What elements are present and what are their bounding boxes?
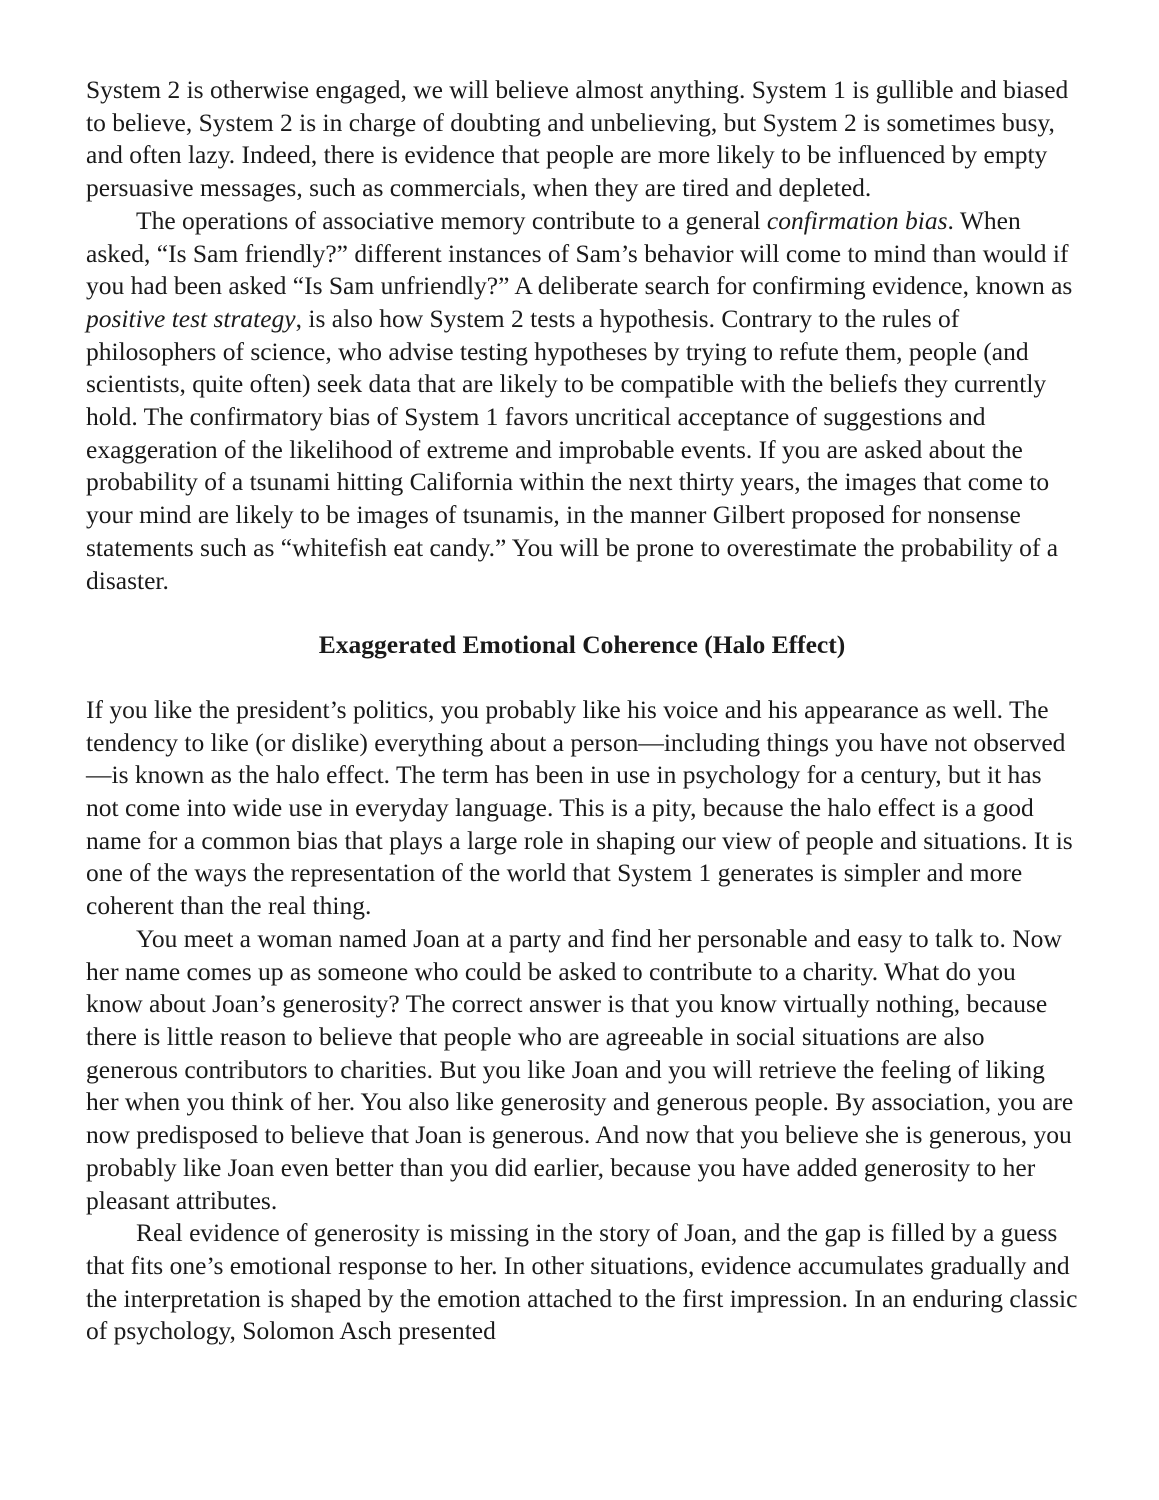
confirmation-text-start: The operations of associative memory contribute to a general	[136, 205, 767, 235]
paragraph-joan: You meet a woman named Joan at a party and find her personable and easy to talk to. Now her name comes up as someone who could be asked to contribute to a charity. What do you know about Joan’s generosity? The correct answer is that you know virtually nothing, because there is little reason to believe that people who are agreeable in social situations are also generous contributors to charities. But you like Joan and you will retrieve the feeling of liking her when you think of her. You also like generosity and generous people. By association, you are now predisposed to believe that Joan is generous. And now that you believe she is generous, you probably like Joan even better than you did earlier, because you have added generosity to her pleasant attributes.	[86, 923, 1074, 1215]
positive-test-strategy-term: positive test strategy	[86, 303, 296, 333]
paragraph-confirmation-bias	[86, 205, 1078, 597]
confirmation-text-middle: . When asked, “Is Sam friendly?” different instances of Sam’s behavior will come to mind than would if you had been asked “Is Sam unfriendly?” A deliberate search for confirming evidence, known as	[86, 205, 1073, 301]
paragraph-halo-effect: If you like the president’s politics, you probably like his voice and his appearance as well. The tendency to like (or dislike) everything about a person—including things you have not observed—is known as the halo effect. The term has been in use in psychology for a century, but it has not come into wide use in everyday language. This is a pity, because the halo effect is a good name for a common bias that plays a large role in shaping our view of people and situations. It is one of the ways the representation of the world that System 1 generates is simpler and more coherent than the real thing.	[86, 694, 1073, 921]
confirmation-text-end: , is also how System 2 tests a hypothesis. Contrary to the rules of philosophers of science, who advise testing hypotheses by trying to refute them, people (and scientists, quite often) seek data that are likely to be compatible with the beliefs they currently hold. The confirmatory bias of System 1 favors uncritical acceptance of suggestions and exaggeration of the likelihood of extreme and improbable events. If you are asked about the probability of a tsunami hitting California within the next thirty years, the images that come to your mind are likely to be images of tsunamis, in the manner Gilbert proposed for nonsense statements such as “whitefish eat candy.” You will be prone to overestimate the probability of a disaster.	[86, 303, 1059, 595]
paragraph-asch: Real evidence of generosity is missing in the story of Joan, and the gap is filled by a guess that fits one’s emotional response to her. In other situations, evidence accumulates gradually and the interpretation is shaped by the emotion attached to the first impression. In an enduring classic of psychology, Solomon Asch presented	[86, 1218, 1078, 1346]
paragraph-system2-gullible: System 2 is otherwise engaged, we will believe almost anything. System 1 is gullible and biased to believe, System 2 is in charge of doubting and unbelieving, but System 2 is sometimes busy, and often lazy. Indeed, there is evidence that people are more likely to be influenced by empty persuasive messages, such as commercials, when they are tired and depleted.	[86, 75, 1069, 203]
section-heading-halo-effect: Exaggerated Emotional Coherence (Halo Effect)	[318, 630, 846, 660]
confirmation-bias-term: confirmation bias	[766, 205, 948, 235]
document-page	[86, 74, 1078, 1348]
